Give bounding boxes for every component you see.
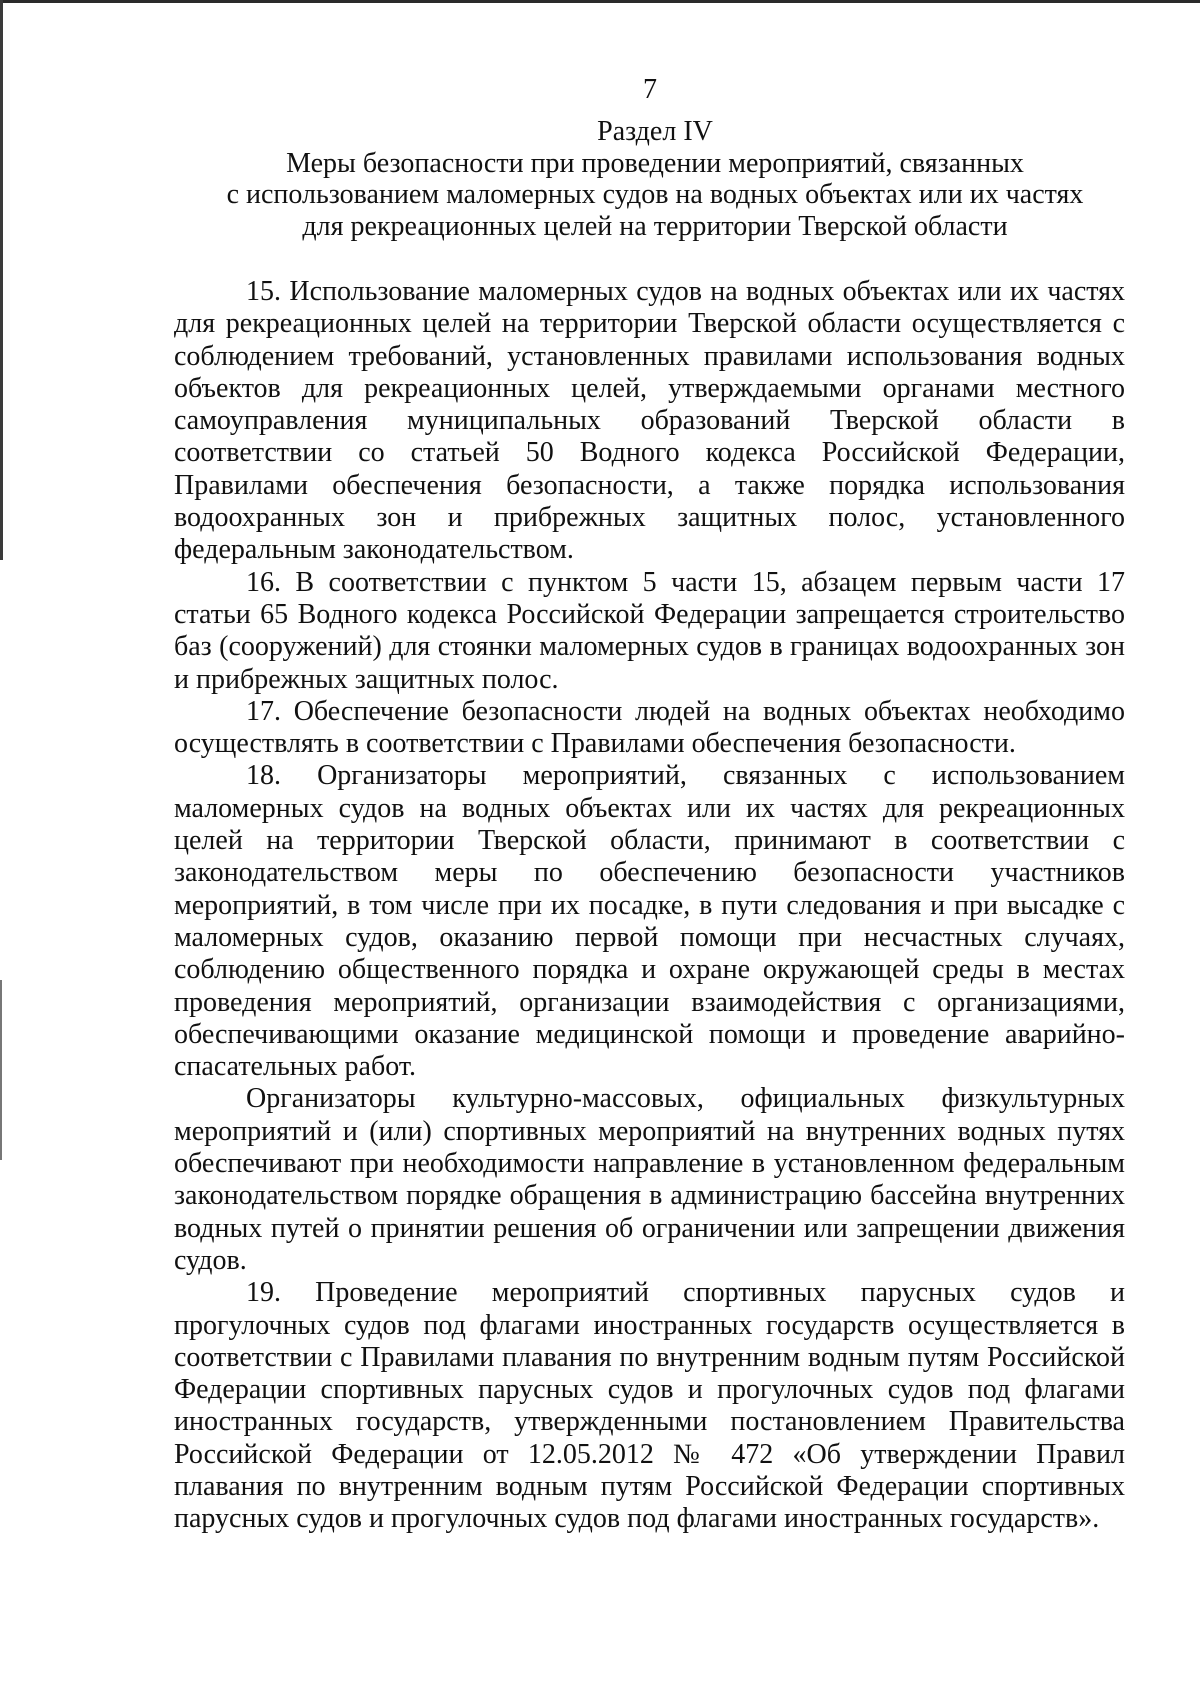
section-label: Раздел IV — [597, 116, 713, 147]
paragraph-17: 17. Обеспечение безопасности людей на водных объектах необходимо осуществлять в соответствии с Правилами обеспечения безопасности. — [174, 695, 1125, 760]
paragraph-18-continued: Организаторы культурно-массовых, официальных физкультурных мероприятий и (или) спортивных мероприятий на внутренних водных путях обеспечивают при необходимости направление в установленном федеральным законодательством порядке обращения в администрацию бассейна внутренних водных путей о принятии решения об ограничении или запрещении движения судов. — [174, 1083, 1125, 1276]
document-body — [174, 276, 1125, 1536]
section-title-line-2: с использованием маломерных судов на водных объектах или их частях — [226, 179, 1084, 210]
scan-edge-top — [0, 0, 1200, 3]
page-number: 7 — [643, 74, 657, 105]
scan-edge-left-lower — [0, 980, 2, 1160]
section-title-line-1: Меры безопасности при проведении мероприятий, связанных — [286, 147, 1024, 179]
section-header — [200, 116, 1110, 242]
paragraph-15: 15. Использование маломерных судов на водных объектах или их частях для рекреационных целей на территории Тверской области осуществляется с соблюдением требований, установленных правилами использования водных объектов для рекреационных целей, утверждаемыми органами местного самоуправления муниципальных образований Тверской области в соответствии со статьей 50 Водного кодекса Российской Федерации, Правилами обеспечения безопасности, а также порядка использования водоохранных зон и прибрежных защитных полос, установленного федеральным законодательством. — [174, 276, 1125, 566]
paragraph-18: 18. Организаторы мероприятий, связанных с использованием маломерных судов на водных объектах или их частях для рекреационных целей на территории Тверской области, принимают в соответствии с законодательством меры по обеспечению безопасности участников мероприятий, в том числе при их посадке, в пути следования и при высадке с маломерных судов, оказанию первой помощи при несчастных случаях, соблюдению общественного порядка и охране окружающей среды в местах проведения мероприятий, организации взаимодействия с организациями, обеспечивающими оказание медицинской помощи и проведение аварийно-спасательных работ. — [174, 760, 1125, 1083]
paragraph-16: 16. В соответствии с пунктом 5 части 15, абзацем первым части 17 статьи 65 Водного кодекса Российской Федерации запрещается строительство баз (сооружений) для стоянки маломерных судов в границах водоохранных зон и прибрежных защитных полос. — [174, 566, 1125, 695]
section-title-line-3: для рекреационных целей на территории Тверской области — [302, 210, 1008, 242]
paragraph-19: 19. Проведение мероприятий спортивных парусных судов и прогулочных судов под флагами иностранных государств осуществляется в соответствии с Правилами плавания по внутренним водным путям Российской Федерации спортивных парусных судов и прогулочных судов под флагами иностранных государств, утвержденными постановлением Правительства Российской Федерации от 12.05.2012 № 472 «Об утверждении Правил плавания по внутренним водным путям Российской Федерации спортивных парусных судов и прогулочных судов под флагами иностранных государств». — [174, 1277, 1125, 1535]
